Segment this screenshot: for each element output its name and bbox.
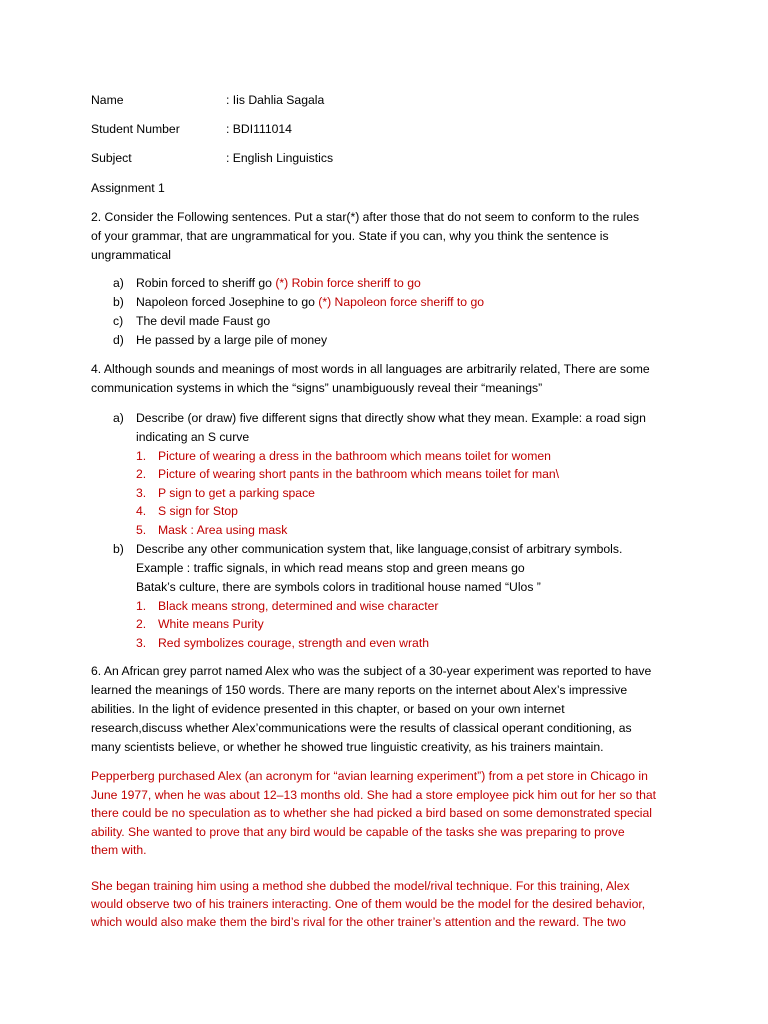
q6-answer1-line1: Pepperberg purchased Alex (an acronym for “avian learning experiment”) from a pet store in Chicago in (91, 769, 648, 783)
q6-text-line4: research,discuss whether Alex’communications were the results of classical operant conditioning, as (91, 721, 632, 735)
q4-text-line2: communication systems in which the “signs” unambiguously reveal their “meanings” (91, 381, 543, 395)
q6-answer1-line4: ability. She wanted to prove that any bird would be capable of the tasks she was preparing to prove (91, 825, 625, 839)
q4-a-answer-text: Mask : Area using mask (158, 523, 288, 537)
assignment-title: Assignment 1 (91, 181, 165, 195)
q4-text-line1: 4. Although sounds and meanings of most words in all languages are arbitrarily related, There are some (91, 362, 650, 376)
q4-a-answer-number: 4. (136, 504, 147, 518)
q2-item-marker: b) (113, 295, 124, 309)
q2-text-line3: ungrammatical (91, 248, 171, 262)
subject-value: : English Linguistics (226, 151, 334, 165)
q4-b-line2: Example : traffic signals, in which read means stop and green means go (136, 561, 525, 575)
name-label: Name (91, 93, 124, 107)
q4-b-answer-number: 1. (136, 599, 147, 613)
q2-item-marker: d) (113, 333, 124, 347)
name-value: : Iis Dahlia Sagala (226, 93, 325, 107)
q2-item-text: Robin forced to sheriff go (136, 276, 276, 290)
subject-label: Subject (91, 151, 132, 165)
q4-a-line2: indicating an S curve (136, 430, 250, 444)
q6-text-line1: 6. An African grey parrot named Alex who was the subject of a 30-year experiment was reported to have (91, 664, 652, 678)
q4-a-answer-text: S sign for Stop (158, 504, 238, 518)
q2-item-text: He passed by a large pile of money (136, 333, 328, 347)
q6-text-line5: many scientists believe, or whether he showed true linguistic creativity, as his trainers maintain. (91, 740, 604, 754)
q4-a-answer-text: Picture of wearing a dress in the bathroom which means toilet for women (158, 449, 551, 463)
q4-a-answer-text: Picture of wearing short pants in the bathroom which means toilet for man\ (158, 467, 560, 481)
q6-answer1-line2: June 1977, when he was about 12–13 months old. She had a store employee pick him out for her so that (91, 788, 657, 802)
q2-item-text: The devil made Faust go (136, 314, 271, 328)
q4-b-answer-text: Red symbolizes courage, strength and even wrath (158, 636, 429, 650)
q4-b-answer-number: 3. (136, 636, 147, 650)
q4-b-line3: Batak’s culture, there are symbols colors in traditional house named “Ulos ” (136, 580, 541, 594)
q2-item-a (136, 276, 421, 290)
q2-text-line2: of your grammar, that are ungrammatical for you. State if you can, why you think the sentence is (91, 229, 609, 243)
q2-item-answer: (*) Napoleon force sheriff to go (318, 295, 485, 309)
q4-a-marker: a) (113, 411, 124, 425)
q6-answer2-line1: She began training him using a method she dubbed the model/rival technique. For this training, Alex (91, 879, 630, 893)
q2-item-marker: c) (113, 314, 124, 328)
q4-a-answer-text: P sign to get a parking space (158, 486, 315, 500)
q4-b-marker: b) (113, 542, 124, 556)
q2-item-marker: a) (113, 276, 124, 290)
q2-item-d (136, 333, 327, 347)
q2-item-answer: (*) Robin force sheriff to go (275, 276, 421, 290)
q4-b-answer-text: White means Purity (158, 617, 264, 631)
q6-answer1-line3: there could be no speculation as to whether she had picked a bird based on some demonstrated special (91, 806, 652, 820)
q2-item-text: Napoleon forced Josephine to go (136, 295, 319, 309)
q6-text-line3: abilities. In the light of evidence presented in this chapter, or based on your own internet (91, 702, 565, 716)
q4-b-answer-text: Black means strong, determined and wise character (158, 599, 439, 613)
student-number-label: Student Number (91, 122, 180, 136)
q4-a-answer-number: 1. (136, 449, 147, 463)
q4-a-answer-number: 2. (136, 467, 147, 481)
q4-b-answer-number: 2. (136, 617, 147, 631)
q6-answer2-line2: would observe two of his trainers interacting. One of them would be the model for the desired behavior, (91, 897, 646, 911)
q6-answer1-line5: them with. (91, 843, 147, 857)
q2-text-line1: 2. Consider the Following sentences. Put a star(*) after those that do not seem to conform to the rules (91, 210, 640, 224)
q4-a-line1: Describe (or draw) five different signs that directly show what they mean. Example: a road sign (136, 411, 646, 425)
q2-item-b (136, 295, 484, 309)
q4-a-answer-number: 3. (136, 486, 147, 500)
q4-a-answer-number: 5. (136, 523, 147, 537)
q6-text-line2: learned the meanings of 150 words. There are many reports on the internet about Alex’s impressive (91, 683, 628, 697)
student-number-value: : BDI111014 (226, 122, 292, 136)
q4-b-line1: Describe any other communication system that, like language,consist of arbitrary symbols. (136, 542, 623, 556)
q6-answer2-line3: which would also make them the bird’s rival for the other trainer’s attention and the reward. The two (91, 915, 626, 929)
q2-item-c (136, 314, 270, 328)
